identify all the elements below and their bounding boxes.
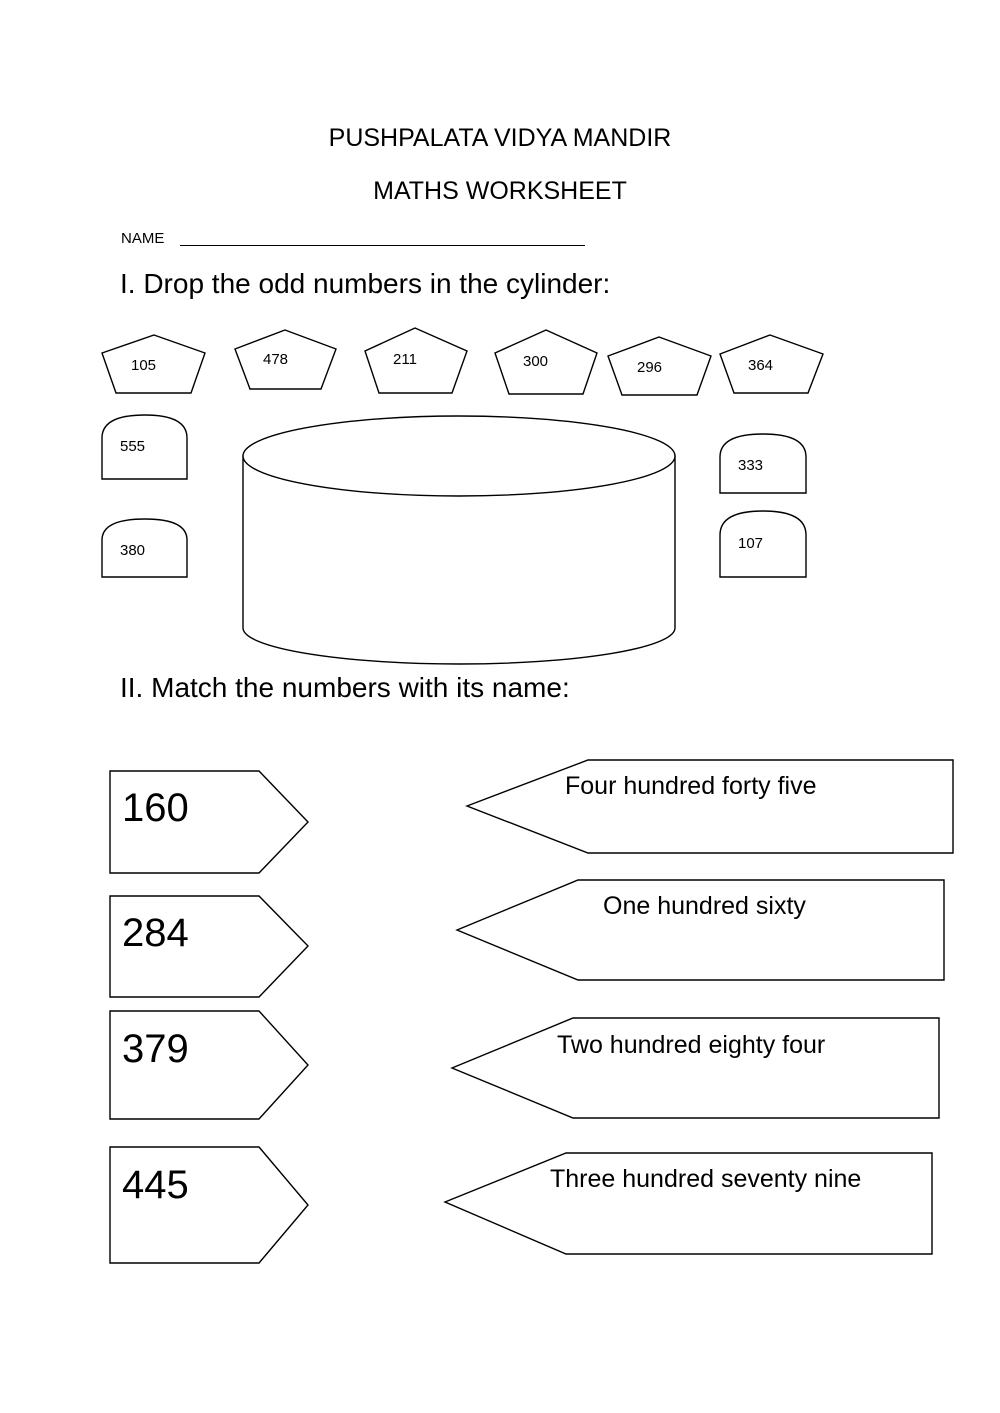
pentagon-number: 364 bbox=[748, 357, 774, 374]
pentagon-number: 296 bbox=[637, 359, 663, 376]
pentagon-card-105[interactable] bbox=[102, 335, 205, 393]
name-card-text: Four hundred forty five bbox=[565, 772, 817, 800]
arch-card-333[interactable] bbox=[720, 434, 806, 493]
name-card-four-hundred-forty-five[interactable] bbox=[467, 760, 953, 853]
pentagon-number: 105 bbox=[131, 357, 157, 374]
arch-card-107[interactable] bbox=[720, 511, 806, 577]
name-label: NAME bbox=[121, 230, 165, 247]
school-name: PUSHPALATA VIDYA MANDIR bbox=[328, 124, 672, 152]
number-card-160[interactable] bbox=[110, 771, 308, 873]
question-odd-numbers: I. Drop the odd numbers in the cylinder: bbox=[120, 268, 611, 299]
name-card-three-hundred-seventy-nine[interactable] bbox=[445, 1153, 932, 1254]
pentagon-card-300[interactable] bbox=[495, 330, 597, 394]
number-card-379[interactable] bbox=[110, 1011, 308, 1119]
arch-card-555[interactable] bbox=[102, 415, 187, 479]
pentagon-card-364[interactable] bbox=[720, 335, 823, 393]
pentagon-card-478[interactable] bbox=[235, 330, 336, 389]
name-card-one-hundred-sixty[interactable] bbox=[457, 880, 944, 980]
pentagon-number: 478 bbox=[263, 351, 289, 368]
pentagon-card-296[interactable] bbox=[608, 337, 711, 395]
number-card-value: 160 bbox=[122, 786, 189, 830]
pentagon-number: 300 bbox=[523, 353, 549, 370]
number-card-value: 379 bbox=[122, 1027, 189, 1071]
arch-card-380[interactable] bbox=[102, 519, 187, 577]
worksheet-title: MATHS WORKSHEET bbox=[373, 177, 627, 205]
number-card-value: 284 bbox=[122, 911, 189, 955]
pentagon-number: 211 bbox=[393, 351, 417, 368]
name-card-text: Two hundred eighty four bbox=[557, 1031, 826, 1059]
arch-number: 555 bbox=[120, 438, 146, 455]
arch-number: 107 bbox=[738, 535, 764, 552]
question-match-numbers: II. Match the numbers with its name: bbox=[120, 672, 570, 703]
cylinder-drop-zone[interactable] bbox=[243, 416, 675, 664]
number-card-value: 445 bbox=[122, 1163, 189, 1207]
arch-number: 333 bbox=[738, 457, 764, 474]
arch-number: 380 bbox=[120, 542, 146, 559]
pentagon-card-211[interactable] bbox=[365, 328, 467, 393]
number-card-284[interactable] bbox=[110, 896, 308, 997]
name-card-two-hundred-eighty-four[interactable] bbox=[452, 1018, 939, 1118]
name-card-text: One hundred sixty bbox=[603, 892, 806, 920]
number-card-445[interactable] bbox=[110, 1147, 308, 1263]
name-card-text: Three hundred seventy nine bbox=[550, 1165, 862, 1193]
